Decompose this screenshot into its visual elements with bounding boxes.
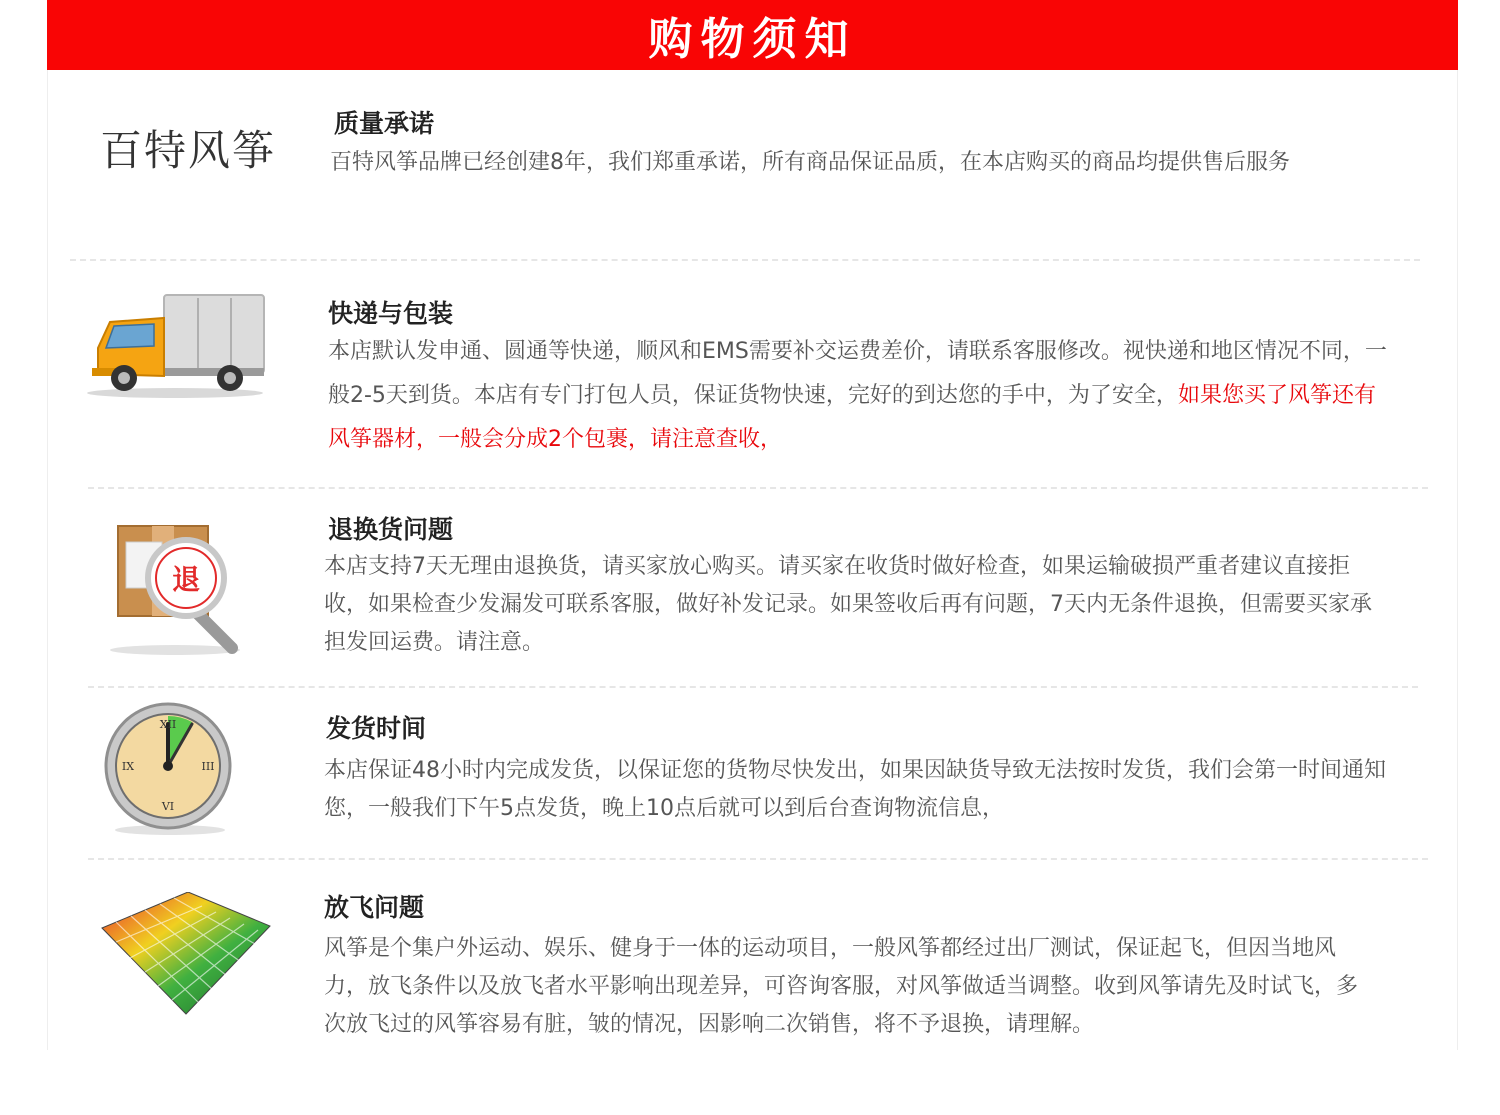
section-title-delivery: 发货时间 bbox=[326, 714, 427, 743]
section-title-returns: 退换货问题 bbox=[328, 515, 454, 544]
header-banner bbox=[47, 0, 1458, 70]
page-title: 购物须知 bbox=[648, 14, 857, 65]
return-package-icon bbox=[100, 520, 250, 664]
return-badge-text: 退 bbox=[171, 563, 201, 596]
section-body-quality: 百特风筝品牌已经创建8年，我们郑重承诺，所有商品保证品质，在本店购买的商品均提供售后服务 bbox=[330, 150, 1291, 175]
section-body-returns: 本店支持7天无理由退换货，请买家放心购买。请买家在收货时做好检查，如果运输破损严重者建议直接拒收，如果检查少发漏发可联系客服，做好补发记录。如果签收后再有问题，7天内无条件退换，但需要买家承担发回运费。请注意。 bbox=[324, 554, 1373, 655]
section-body-shipping bbox=[328, 330, 1390, 462]
section-title-flying: 放飞问题 bbox=[324, 893, 425, 922]
shipping-text: 本店默认发申通、圆通等快递，顺风和EMS需要补交运费差价，请联系客服修改。视快递和地区情况不同，一般2-5天到货。本店有专门打包人员，保证货物快速，完好的到达您的手中，为了安全， bbox=[328, 339, 1387, 408]
svg-text:III: III bbox=[201, 760, 215, 773]
shipping-highlight: 如果您买了风筝还有风筝器材，一般会分成2个包裹，请注意查收， bbox=[328, 383, 1376, 452]
brand-logo-text: 百特风筝 bbox=[100, 126, 277, 175]
divider bbox=[88, 487, 1428, 489]
brand-logo bbox=[100, 118, 300, 178]
svg-text:VI: VI bbox=[161, 800, 175, 813]
section-body-delivery: 本店保证48小时内完成发货，以保证您的货物尽快发出，如果因缺货导致无法按时发货，我们会第一时间通知您，一般我们下午5点发货，晚上10点后就可以到后台查询物流信息， bbox=[324, 758, 1386, 821]
section-title-quality: 质量承诺 bbox=[334, 109, 435, 138]
section-body-flying: 风筝是个集户外运动、娱乐、健身于一体的运动项目，一般风筝都经过出厂测试，保证起飞，但因当地风力，放飞条件以及放飞者水平影响出现差异，可咨询客服，对风筝做适当调整。收到风筝请先及时试飞，多次放飞过的风筝容易有脏，皱的情况，因影响二次销售，将不予退换，请理解。 bbox=[324, 936, 1359, 1037]
truck-icon bbox=[80, 290, 270, 404]
color-grid-icon bbox=[100, 892, 272, 1022]
section-title-shipping: 快递与包装 bbox=[328, 299, 454, 328]
divider bbox=[70, 259, 1420, 261]
divider bbox=[88, 858, 1428, 860]
divider bbox=[88, 686, 1418, 688]
svg-text:XII: XII bbox=[159, 718, 177, 731]
clock-icon bbox=[100, 700, 240, 844]
svg-text:IX: IX bbox=[121, 760, 135, 773]
